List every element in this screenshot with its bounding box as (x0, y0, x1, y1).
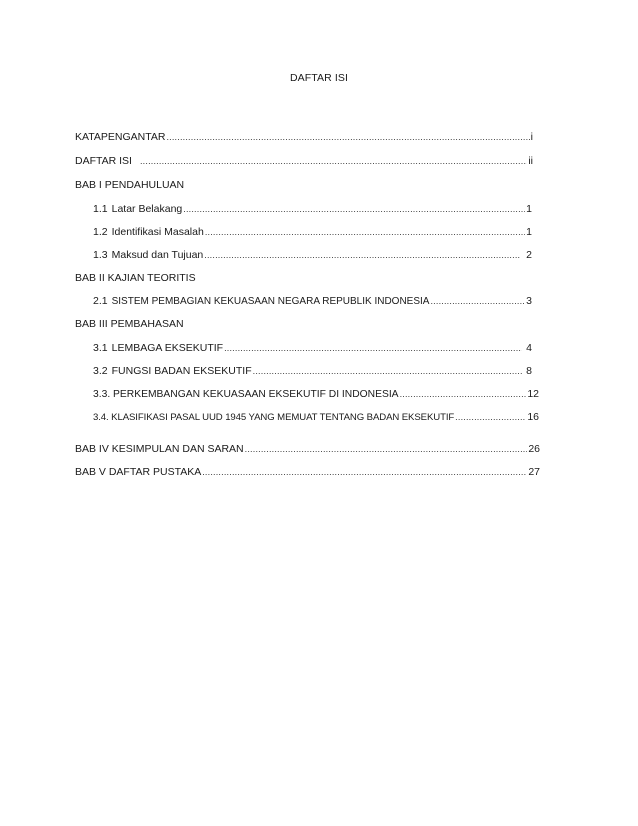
toc-entry-page: 3 (526, 295, 532, 307)
toc-entry-label: 3.3. PERKEMBANGAN KEKUASAAN EKSEKUTIF DI INDONESIA (93, 389, 399, 400)
toc-leader-dots (245, 444, 528, 454)
toc-entry-page: 12 (527, 388, 539, 400)
toc-leader-dots (202, 467, 527, 477)
toc-leader-dots (455, 412, 526, 422)
toc-entry-3-1 (93, 342, 532, 356)
toc-entry-page: 8 (526, 365, 532, 377)
toc-entry-number: 3.2 (93, 365, 108, 377)
toc-entry-1-1 (93, 203, 532, 217)
toc-entry-page: 1 (526, 226, 532, 238)
toc-leader-dots (166, 132, 529, 142)
toc-entry-label: FUNGSI BADAN EKSEKUTIF (111, 365, 252, 377)
toc-entry-1-2 (93, 226, 532, 240)
toc-leader-dots (140, 156, 527, 166)
toc-entry-1-3 (93, 249, 532, 263)
toc-leader-dots (183, 204, 525, 214)
toc-entry-page: i (530, 131, 533, 143)
toc-entry-number: 3.1 (93, 342, 108, 354)
toc-entry-number: 2.1 (93, 295, 108, 307)
toc-entry-number: 1.2 (93, 226, 108, 238)
toc-leader-dots (430, 296, 525, 306)
toc-entry-label: Identifikasi Masalah (111, 226, 204, 238)
toc-entry-2-1 (93, 295, 532, 309)
toc-entry-page: 1 (526, 203, 532, 215)
toc-entry-3-2 (93, 365, 532, 379)
toc-entry-number: 1.3 (93, 249, 108, 261)
toc-leader-dots (400, 389, 527, 399)
toc-entry-page: 4 (526, 342, 532, 354)
toc-entry-label: 3.4. KLASIFIKASI PASAL UUD 1945 YANG MEMUAT TENTANG BADAN EKSEKUTIF (93, 412, 455, 423)
toc-chapter-heading: BAB II KAJIAN TEORITIS (75, 272, 196, 284)
toc-entry-page: 26 (528, 443, 540, 455)
toc-entry-daftar-isi (75, 155, 533, 169)
toc-entry-label: Latar Belakang (111, 203, 183, 215)
toc-leader-dots (224, 343, 522, 353)
toc-entry-label: Maksud dan Tujuan (111, 249, 204, 261)
page-title: DAFTAR ISI (290, 72, 348, 84)
toc-leader-dots (205, 227, 525, 237)
toc-entry-page: ii (528, 155, 533, 167)
toc-entry-label: BAB V DAFTAR PUSTAKA (75, 466, 202, 478)
toc-entry-kata-pengantar (75, 131, 533, 145)
toc-entry-label: SISTEM PEMBAGIAN KEKUASAAN NEGARA REPUBLIK INDONESIA (111, 296, 430, 307)
toc-entry-bab-iv (75, 443, 540, 457)
toc-entry-3-4 (93, 411, 539, 425)
toc-leader-dots (253, 366, 523, 376)
toc-entry-label: LEMBAGA EKSEKUTIF (111, 342, 224, 354)
toc-entry-label: KATAPENGANTAR (75, 131, 166, 143)
toc-chapter-heading: BAB I PENDAHULUAN (75, 179, 185, 191)
toc-entry-label: BAB IV KESIMPULAN DAN SARAN (75, 443, 244, 455)
toc-entry-label: DAFTAR ISI (75, 155, 132, 167)
toc-entry-page: 2 (526, 249, 532, 261)
toc-leader-dots (204, 250, 521, 260)
toc-entry-page: 16 (527, 411, 539, 423)
toc-chapter-heading: BAB III PEMBAHASAN (75, 318, 184, 330)
toc-entry-3-3 (93, 388, 539, 402)
toc-entry-page: 27 (528, 466, 540, 478)
toc-entry-number: 1.1 (93, 203, 108, 215)
toc-entry-bab-v (75, 466, 540, 480)
